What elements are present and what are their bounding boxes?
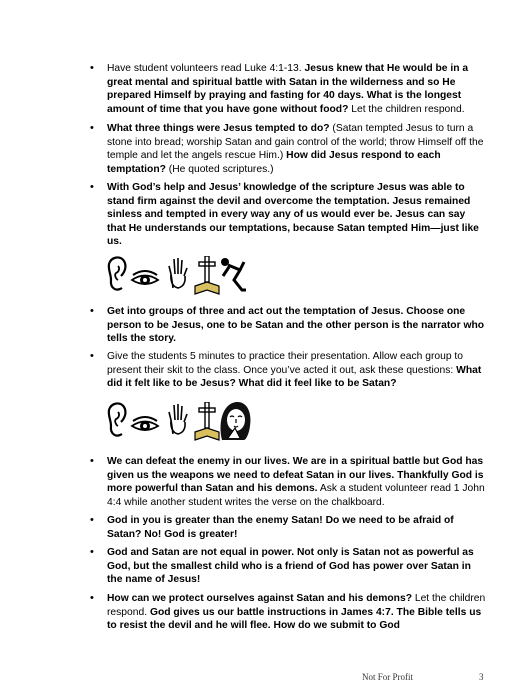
eye-icon <box>130 414 160 436</box>
cross-bible-icon <box>194 256 220 296</box>
body-text: (He quoted scriptures.) <box>165 163 274 175</box>
bold-text: Jesus knew that He would be in a great mental and spiritual battle with Satan in the wilderness and so He prepared Himself by praying and fasting for 40 days. What is the longest amount of time that you have gone without food? <box>107 63 469 115</box>
bold-text: How did Jesus respond to each temptation? <box>107 150 441 175</box>
bullet-item <box>90 592 486 633</box>
hand-icon <box>166 402 190 436</box>
hand-icon <box>166 256 190 290</box>
bullet-text <box>107 350 486 391</box>
bold-text: Get into groups of three and act out the temptation of Jesus. Choose one person to be Jesus, one to be Satan and the other person is the narrator who tells the story. <box>107 306 485 345</box>
body-text: Let the children respond. <box>107 593 486 618</box>
bold-text: We can defeat the enemy in our lives. We are in a spiritual battle but God has given us the weapons we need to defeat Satan in our lives. Thankfully God is more powerful than Satan and his demons. <box>107 456 484 495</box>
bullet-item <box>90 455 486 509</box>
bullet-marker: • <box>90 350 94 362</box>
ear-icon <box>106 254 128 294</box>
ear-icon <box>106 400 128 440</box>
body-text: Ask a student volunteer read 1 John 4:4 while another student writes the verse on the chalkboard. <box>107 483 485 508</box>
bold-text: What did it felt like to be Jesus? What did it feel like to be Satan? <box>107 364 482 390</box>
bold-text: How can we protect ourselves against Satan and his demons? <box>107 593 412 604</box>
body-text: (Satan tempted Jesus to turn a stone into bread; worship Satan and gain control of the world; throw Himself off the temple and let the angels rescue Him.) <box>107 123 484 162</box>
body-text: Have student volunteers read Luke 4:1-13. <box>107 63 305 74</box>
kneeling-figure-icon <box>220 256 248 294</box>
bullet-text <box>107 181 486 249</box>
page-number: 3 <box>479 672 484 682</box>
bullet-text <box>107 122 486 176</box>
cross-bible-icon <box>194 402 220 442</box>
bullet-marker: • <box>90 62 94 74</box>
bullet-text <box>107 592 486 633</box>
bullet-text <box>107 62 486 116</box>
bullet-text <box>107 546 486 587</box>
bold-text: What three things were Jesus tempted to do? <box>107 123 330 134</box>
body-text: Give the students 5 minutes to practice their presentation. Allow each group to present their skit to the class. Once you’ve acted it out, ask these questions: <box>107 351 464 376</box>
senses-icon-row <box>106 400 252 444</box>
bullet-item <box>90 350 486 391</box>
praying-face-icon <box>218 400 252 442</box>
bullet-item <box>90 305 486 346</box>
bold-text: God in you is greater than the enemy Satan! Do we need to be afraid of Satan? No! God is greater! <box>107 515 454 540</box>
bullet-text <box>107 305 486 346</box>
bullet-item <box>90 181 486 249</box>
bullet-marker: • <box>90 122 94 134</box>
bold-text: With God’s help and Jesus’ knowledge of the scripture Jesus was able to stand firm against the devil and overcome the temptation. Jesus remained sinless and tempted in every way any of us would ever be. Jesus can say that He understands our temptations, because Satan tempted Him—just like us. <box>107 182 479 248</box>
bullet-marker: • <box>90 455 94 467</box>
bullet-item <box>90 546 486 587</box>
bullet-item <box>90 122 486 176</box>
bullet-marker: • <box>90 514 94 526</box>
eye-icon <box>130 268 160 290</box>
bullet-text <box>107 514 486 541</box>
body-text: Let the children respond. <box>348 103 465 115</box>
bullet-marker: • <box>90 181 94 193</box>
bullet-item <box>90 62 486 116</box>
footer-label: Not For Profit <box>362 672 414 682</box>
bullet-marker: • <box>90 592 94 604</box>
bullet-item <box>90 514 486 541</box>
bold-text: God gives us our battle instructions in James 4:7. The Bible tells us to resist the devil and he will flee. How do we submit to God <box>107 606 482 632</box>
senses-icon-row <box>106 254 246 298</box>
bold-text: God and Satan are not equal in power. Not only is Satan not as powerful as God, but the smallest child who is a friend of God has power over Satan in the name of Jesus! <box>107 547 474 586</box>
bullet-text <box>107 455 486 509</box>
bullet-marker: • <box>90 546 94 558</box>
bullet-marker: • <box>90 305 94 317</box>
